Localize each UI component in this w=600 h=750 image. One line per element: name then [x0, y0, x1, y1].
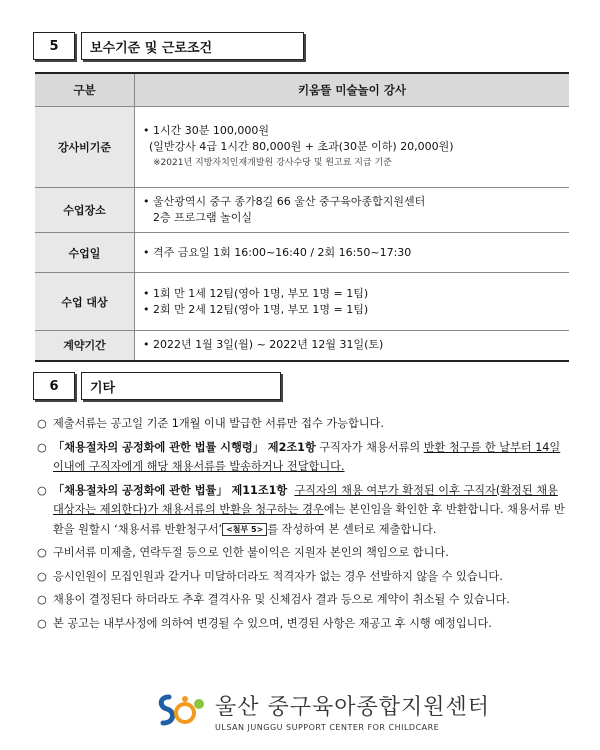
note-text-underlined: 반환 청구를 한 날부터 14일 이내에 구직자에게 해당 채용서류를 발송하거나 전달합니다.: [53, 440, 561, 473]
note-text: 제출서류는 공고일 기준 1개월 이내 발급한 서류만 접수 가능합니다.: [53, 417, 384, 430]
section-6-heading: [33, 372, 281, 400]
list-item: [37, 543, 567, 563]
note-text: 구비서류 미제출, 연락두절 등으로 인한 불이익은 지원자 본인의 책임으로 합니다.: [53, 546, 449, 559]
section-5-heading: [33, 32, 304, 60]
section-title: 보수기준 및 근로조건: [81, 32, 304, 60]
row-value: (일반강사 4급 1시간 80,000원 + 초과(30분 이하) 20,000원): [149, 140, 454, 153]
list-item: [37, 481, 567, 540]
row-value: • 1회 만 1세 12팀(영아 1명, 부모 1명 = 1팀): [143, 286, 561, 302]
note-text: 를 작성하여 본 센터로 제출합니다.: [267, 522, 437, 536]
center-logo-icon: [155, 691, 207, 731]
footer-logo: [155, 690, 490, 732]
section-number: 5: [33, 32, 75, 60]
row-note: ※2021년 지방자치인재개발원 강사수당 및 원고료 지급 기준: [153, 158, 392, 168]
section-title: 기타: [81, 372, 281, 400]
note-text: 구직자가 채용서류의: [315, 440, 424, 454]
list-item: [37, 614, 567, 634]
circle-bullet-icon: ○: [37, 440, 47, 454]
row-value: • 2022년 1월 3일(월) ~ 2022년 12월 31일(토): [143, 337, 561, 353]
conditions-table: [35, 72, 569, 362]
law-reference: 「채용절차의 공정화에 관한 법률 시행령」 제2조1항: [53, 440, 316, 454]
circle-bullet-icon: ○: [37, 593, 47, 606]
circle-bullet-icon: ○: [37, 546, 47, 559]
row-value: • 1시간 30분 100,000원: [143, 123, 561, 139]
row-label: 강사비기준: [35, 107, 135, 188]
note-text: 에는 본인임을 확인한 후 반환합니다. 채용서류 반환을 원할시 ‘채용서류 반환청구서’: [53, 503, 565, 536]
attachment-tag: <첨부 5>: [222, 523, 267, 536]
column-header: 구분: [35, 73, 135, 107]
table-row: [35, 331, 569, 361]
circle-bullet-icon: ○: [37, 483, 47, 497]
note-text: 채용이 결정된다 하더라도 추후 결격사유 및 신체검사 결과 등으로 계약이 취소될 수 있습니다.: [53, 593, 510, 606]
list-item: [37, 567, 567, 587]
row-label: 계약기간: [35, 331, 135, 361]
row-value: 2층 프로그램 놀이실: [153, 211, 252, 224]
note-text: 본 공고는 내부사정에 의하여 변경될 수 있으며, 변경된 사항은 재공고 후 시행 예정입니다.: [53, 616, 492, 630]
circle-bullet-icon: ○: [37, 569, 47, 583]
column-header: 키움뜰 미술놀이 강사: [135, 73, 570, 107]
table-row: [35, 233, 569, 273]
note-text: 응시인원이 모집인원과 같거나 미달하더라도 적격자가 없는 경우 선발하지 않을 수 있습니다.: [53, 569, 503, 583]
table-row: [35, 273, 569, 331]
table-header-row: [35, 73, 569, 107]
center-name-english: ULSAN JUNGGU SUPPORT CENTER FOR CHILDCARE: [215, 723, 440, 732]
row-value: • 울산광역시 중구 종가8길 66 울산 중구육아종합지원센터: [143, 194, 561, 210]
notes-list: [37, 414, 567, 637]
table-row: [35, 107, 569, 188]
law-reference: 「채용절차의 공정화에 관한 법률」 제11조1항: [53, 483, 288, 497]
list-item: [37, 438, 567, 477]
table-row: [35, 188, 569, 233]
row-value: • 2회 만 2세 12팀(영아 1명, 부모 1명 = 1팀): [143, 302, 561, 318]
note-text-underlined: 구직자의 채용 여부가 확정된 이후 구직자(확정된 채용대상자는 제외한다)가 채용서류의 반환을 청구하는 경우: [53, 483, 558, 516]
row-label: 수업일: [35, 233, 135, 273]
list-item: [37, 590, 567, 610]
circle-bullet-icon: ○: [37, 417, 47, 430]
list-item: [37, 414, 567, 434]
row-value: • 격주 금요일 1회 16:00~16:40 / 2회 16:50~17:30: [143, 245, 561, 261]
center-name-korean: 울산 중구육아종합지원센터: [215, 695, 491, 720]
row-label: 수업 대상: [35, 273, 135, 331]
section-number: 6: [33, 372, 75, 400]
circle-bullet-icon: ○: [37, 616, 47, 630]
row-label: 수업장소: [35, 188, 135, 233]
